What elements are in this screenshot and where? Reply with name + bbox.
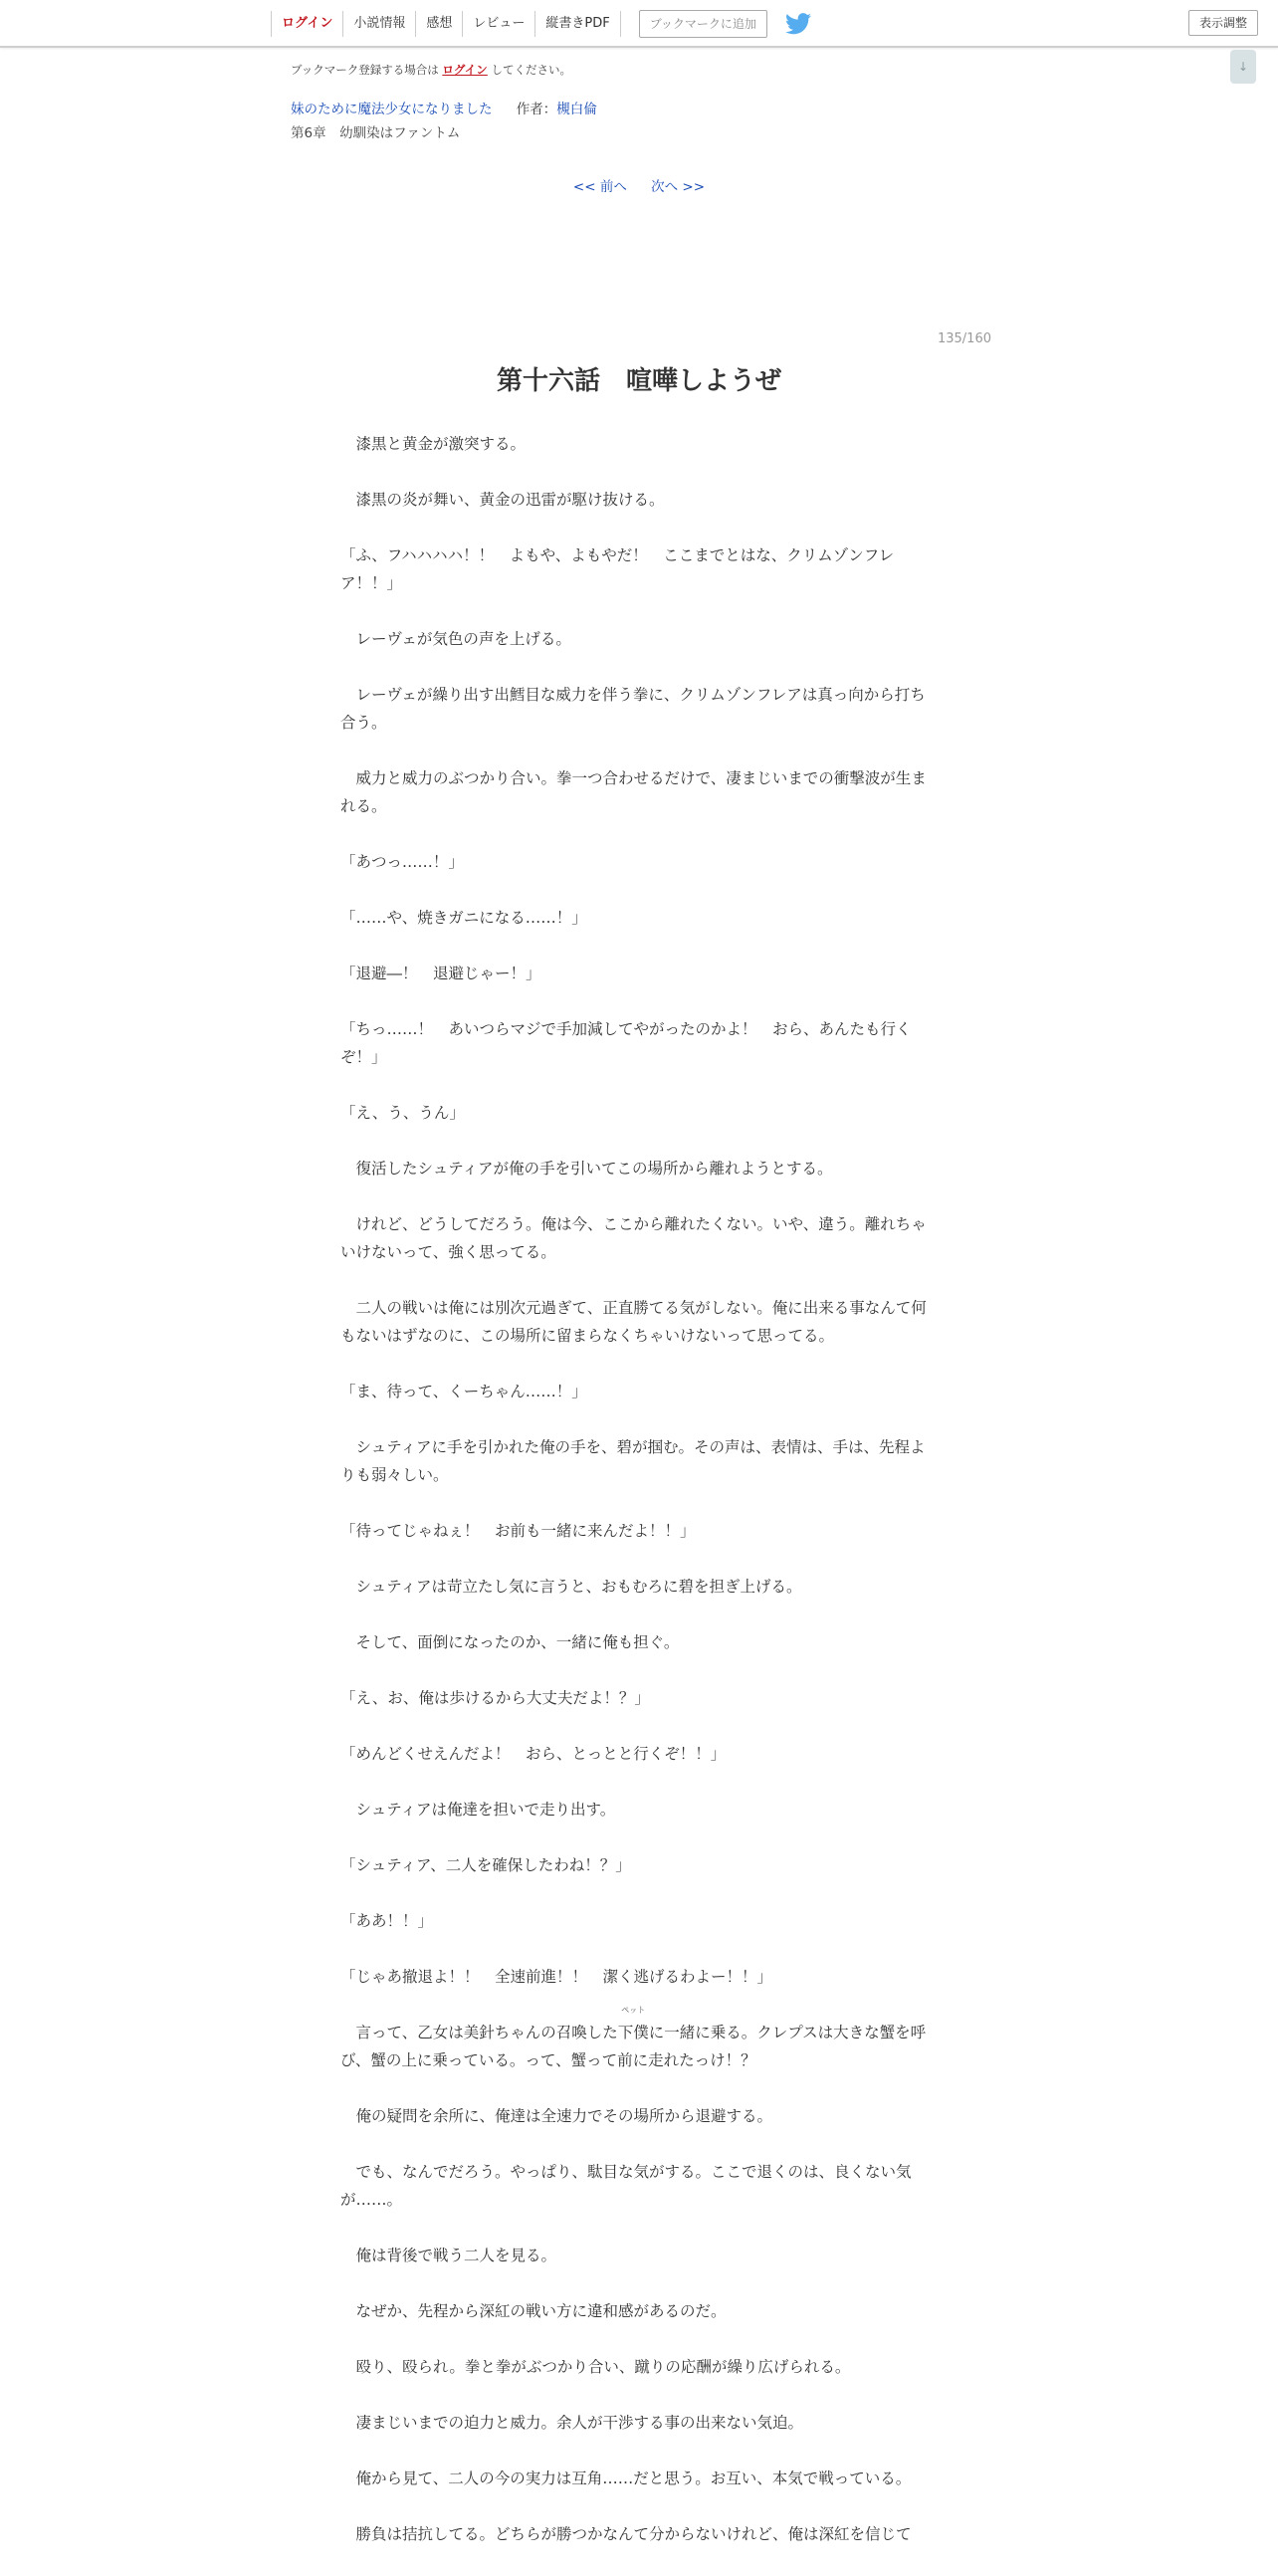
body-paragraph: 俺は背後で戦う二人を見る。 [340, 2247, 557, 2264]
body-paragraph: 「ああ！！」 [340, 1912, 434, 1930]
body-paragraph: 「……や、焼きガニになる……！」 [340, 909, 587, 927]
nav-menu [271, 10, 811, 38]
author-label: 作者： [516, 102, 557, 117]
novel-info-link[interactable]: 小説情報 [342, 11, 415, 37]
paragraph-text: 言って、乙女は美針ちゃんの召喚した [340, 2024, 618, 2041]
review-link[interactable]: レビュー [462, 11, 534, 37]
twitter-bird-icon [785, 13, 811, 35]
scroll-down-button[interactable] [1230, 50, 1256, 84]
body-paragraph: 漆黒の炎が舞い、黄金の迅雷が駆け抜ける。 [340, 491, 665, 509]
login-link[interactable]: ログイン [271, 11, 342, 37]
login-notice-link[interactable]: ログイン [442, 63, 488, 77]
body-paragraph: けれど、どうしてだろう。俺は今、ここから離れたくない。いや、違う。離れちゃいけないって、強く思ってる。 [340, 1215, 927, 1261]
body-paragraph: 「シュティア、二人を確保したわね！？」 [340, 1856, 631, 1874]
body-paragraph: 「待ってじゃねぇ！ お前も一緒に来んだよ！！」 [340, 1522, 696, 1540]
login-notice-after: してください。 [491, 63, 571, 77]
ruby-base: 下僕 [617, 2024, 649, 2041]
body-paragraph: 「退避―！ 退避じゃー！」 [340, 965, 541, 982]
page-count: 135/160 [937, 331, 991, 346]
body-paragraph: なぜか、先程から深紅の戦い方に違和感があるのだ。 [340, 2302, 727, 2320]
body-paragraph: 殴り、殴られ。拳と拳がぶつかり合い、蹴りの応酬が繰り広げられる。 [340, 2358, 851, 2376]
body-paragraph [340, 2006, 938, 2074]
body-paragraph: 復活したシュティアが俺の手を引いてこの場所から離れようとする。 [340, 1160, 833, 1178]
body-paragraph: シュティアは俺達を担いで走り出す。 [340, 1801, 616, 1819]
body-paragraph: 俺の疑問を余所に、俺達は全速力でその場所から退避する。 [340, 2107, 773, 2125]
body-paragraph: 俺から見て、二人の今の実力は互角……だと思う。お互い、本気で戦っている。 [340, 2469, 912, 2487]
prev-page-link[interactable]: << 前へ [572, 179, 627, 195]
body-paragraph: シュティアに手を引かれた俺の手を、碧が掴む。その声は、表情は、手は、先程よりも弱々しい。 [340, 1438, 926, 1484]
body-paragraph: 「ふ、フハハハハ！！ よもや、よもやだ！ ここまでとはな、クリムゾンフレア！！」 [340, 546, 895, 592]
body-paragraph: 「ま、待って、くーちゃん……！」 [340, 1383, 587, 1400]
display-settings-button[interactable]: 表示調整 [1188, 10, 1258, 36]
body-paragraph: シュティアは苛立たし気に言うと、おもむろに碧を担ぎ上げる。 [340, 1578, 802, 1596]
novel-meta [291, 98, 597, 145]
body-paragraph: 勝負は拮抗してる。どちらが勝つかなんて分からないけれど、俺は深紅を信じて [340, 2525, 912, 2543]
author-link[interactable]: 槻白倫 [556, 102, 597, 117]
body-paragraph: 漆黒と黄金が激突する。 [340, 435, 527, 453]
body-paragraph: 「え、う、うん」 [340, 1104, 465, 1122]
add-bookmark-button[interactable]: ブックマークに追加 [639, 10, 767, 38]
body-paragraph: 二人の戦いは俺には別次元過ぎて、正直勝てる気がしない。俺に出来る事なんて何もないはずなのに、この場所に留まらなくちゃいけないって思ってる。 [340, 1299, 927, 1345]
top-navigation-bar [0, 0, 1278, 48]
body-paragraph: 「ちっ……！ あいつらマジで手加減してやがったのかよ！ おら、あんたも行くぞ！」 [340, 1020, 912, 1066]
novel-body [340, 430, 938, 2576]
body-paragraph: レーヴェが繰り出す出鱈目な威力を伴う拳に、クリムゾンフレアは真っ向から打ち合う。 [340, 686, 926, 732]
body-paragraph: 威力と威力のぶつかり合い。拳一つ合わせるだけで、凄まじいまでの衝撃波が生まれる。 [340, 769, 927, 815]
ruby-reading: ペット [621, 2006, 646, 2015]
body-paragraph: 「めんどくせえんだよ！ おら、とっとと行くぞ！！」 [340, 1745, 727, 1763]
body-paragraph: レーヴェが気色の声を上げる。 [340, 630, 571, 648]
novel-title-link[interactable]: 妹のために魔法少女になりました [291, 102, 493, 117]
body-paragraph: 「じゃあ撤退よ！！ 全速前進！！ 潔く逃げるわよー！！」 [340, 1968, 773, 1986]
login-notice [291, 62, 571, 78]
episode-title: 第十六話 喧嘩しようぜ [496, 366, 781, 396]
login-notice-before: ブックマーク登録する場合は [291, 63, 439, 77]
body-paragraph: でも、なんでだろう。やっぱり、駄目な気がする。ここで退くのは、良くない気が……。 [340, 2163, 912, 2209]
ruby-annotated-word [617, 2006, 649, 2046]
body-paragraph: 「え、お、俺は歩けるから大丈夫だよ！？」 [340, 1689, 650, 1707]
twitter-icon[interactable] [785, 13, 811, 35]
pager-top [0, 175, 1278, 195]
chapter-title: 第6章 幼馴染はファントム [291, 125, 461, 141]
vertical-pdf-link[interactable]: 縦書きPDF [534, 11, 620, 37]
impressions-link[interactable]: 感想 [415, 11, 462, 37]
body-paragraph: 凄まじいまでの迫力と威力。余人が干渉する事の出来ない気迫。 [340, 2414, 804, 2432]
next-page-link[interactable]: 次へ >> [651, 179, 706, 195]
down-arrow-icon: ↓ [1237, 60, 1249, 74]
paragraph-text: に一緒に乗る。クレプスは大きな蟹を呼び、蟹の上に乗っている。って、蟹って前に走れたっけ！？ [340, 2024, 927, 2069]
body-paragraph: そして、面倒になったのか、一緒に俺も担ぐ。 [340, 1633, 680, 1651]
body-paragraph: 「あつっ……！」 [340, 853, 464, 871]
